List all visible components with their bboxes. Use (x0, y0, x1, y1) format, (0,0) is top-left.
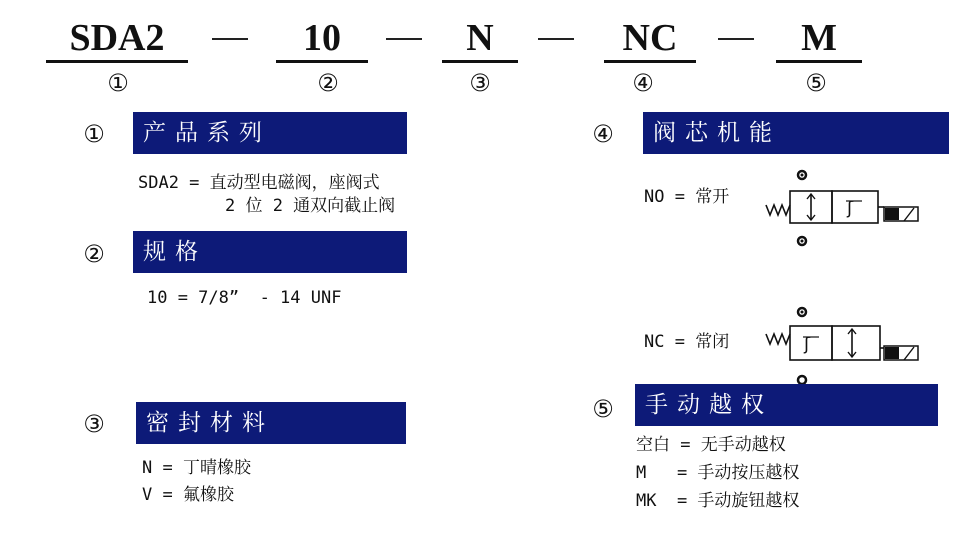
spec-line-1: 10 = 7/8” - 14 UNF (147, 288, 342, 308)
code-segment-size: 10 (276, 18, 368, 58)
function-nc-label: NC = 常闭 (644, 332, 730, 352)
code-segment-function: NC (604, 18, 696, 58)
product-series-line-2: 2 位 2 通双向截止阀 (225, 196, 396, 216)
code-segment-series: SDA2 (46, 18, 188, 58)
code-separator (212, 38, 248, 40)
override-line-3: MK = 手动旋钮越权 (636, 491, 800, 511)
normally-open-valve-symbol-icon (764, 167, 924, 247)
section-header-spool-function: 阀芯机能 (643, 112, 949, 154)
code-separator (386, 38, 422, 40)
section-number-product: ① (83, 120, 105, 148)
code-segment-override: M (776, 18, 862, 58)
section-header-product-series: 产品系列 (133, 112, 407, 154)
section-header-spec: 规格 (133, 231, 407, 273)
code-marker-3: ③ (469, 69, 491, 97)
svg-text:ʃ: ʃ (804, 334, 811, 355)
section-number-seal: ③ (83, 410, 105, 438)
seal-material-line-1: N = 丁晴橡胶 (142, 458, 251, 478)
code-marker-1: ① (107, 69, 129, 97)
svg-text:ʃ: ʃ (847, 198, 854, 219)
section-header-seal-material: 密封材料 (136, 402, 406, 444)
code-segment-seal: N (442, 18, 518, 58)
product-series-line-1: SDA2 = 直动型电磁阀，座阀式 (138, 173, 380, 193)
section-number-override: ⑤ (592, 395, 614, 423)
code-separator (538, 38, 574, 40)
section-number-function: ④ (592, 120, 614, 148)
section-header-manual-override: 手动越权 (635, 384, 938, 426)
override-line-2: M = 手动按压越权 (636, 463, 800, 483)
override-line-1: 空白 = 无手动越权 (636, 435, 786, 455)
normally-closed-valve-symbol-icon (764, 304, 924, 384)
code-marker-5: ⑤ (805, 69, 827, 97)
function-no-label: NO = 常开 (644, 187, 730, 207)
seal-material-line-2: V = 氟橡胶 (142, 485, 234, 505)
code-marker-4: ④ (632, 69, 654, 97)
code-marker-2: ② (317, 69, 339, 97)
section-number-spec: ② (83, 240, 105, 268)
code-separator (718, 38, 754, 40)
